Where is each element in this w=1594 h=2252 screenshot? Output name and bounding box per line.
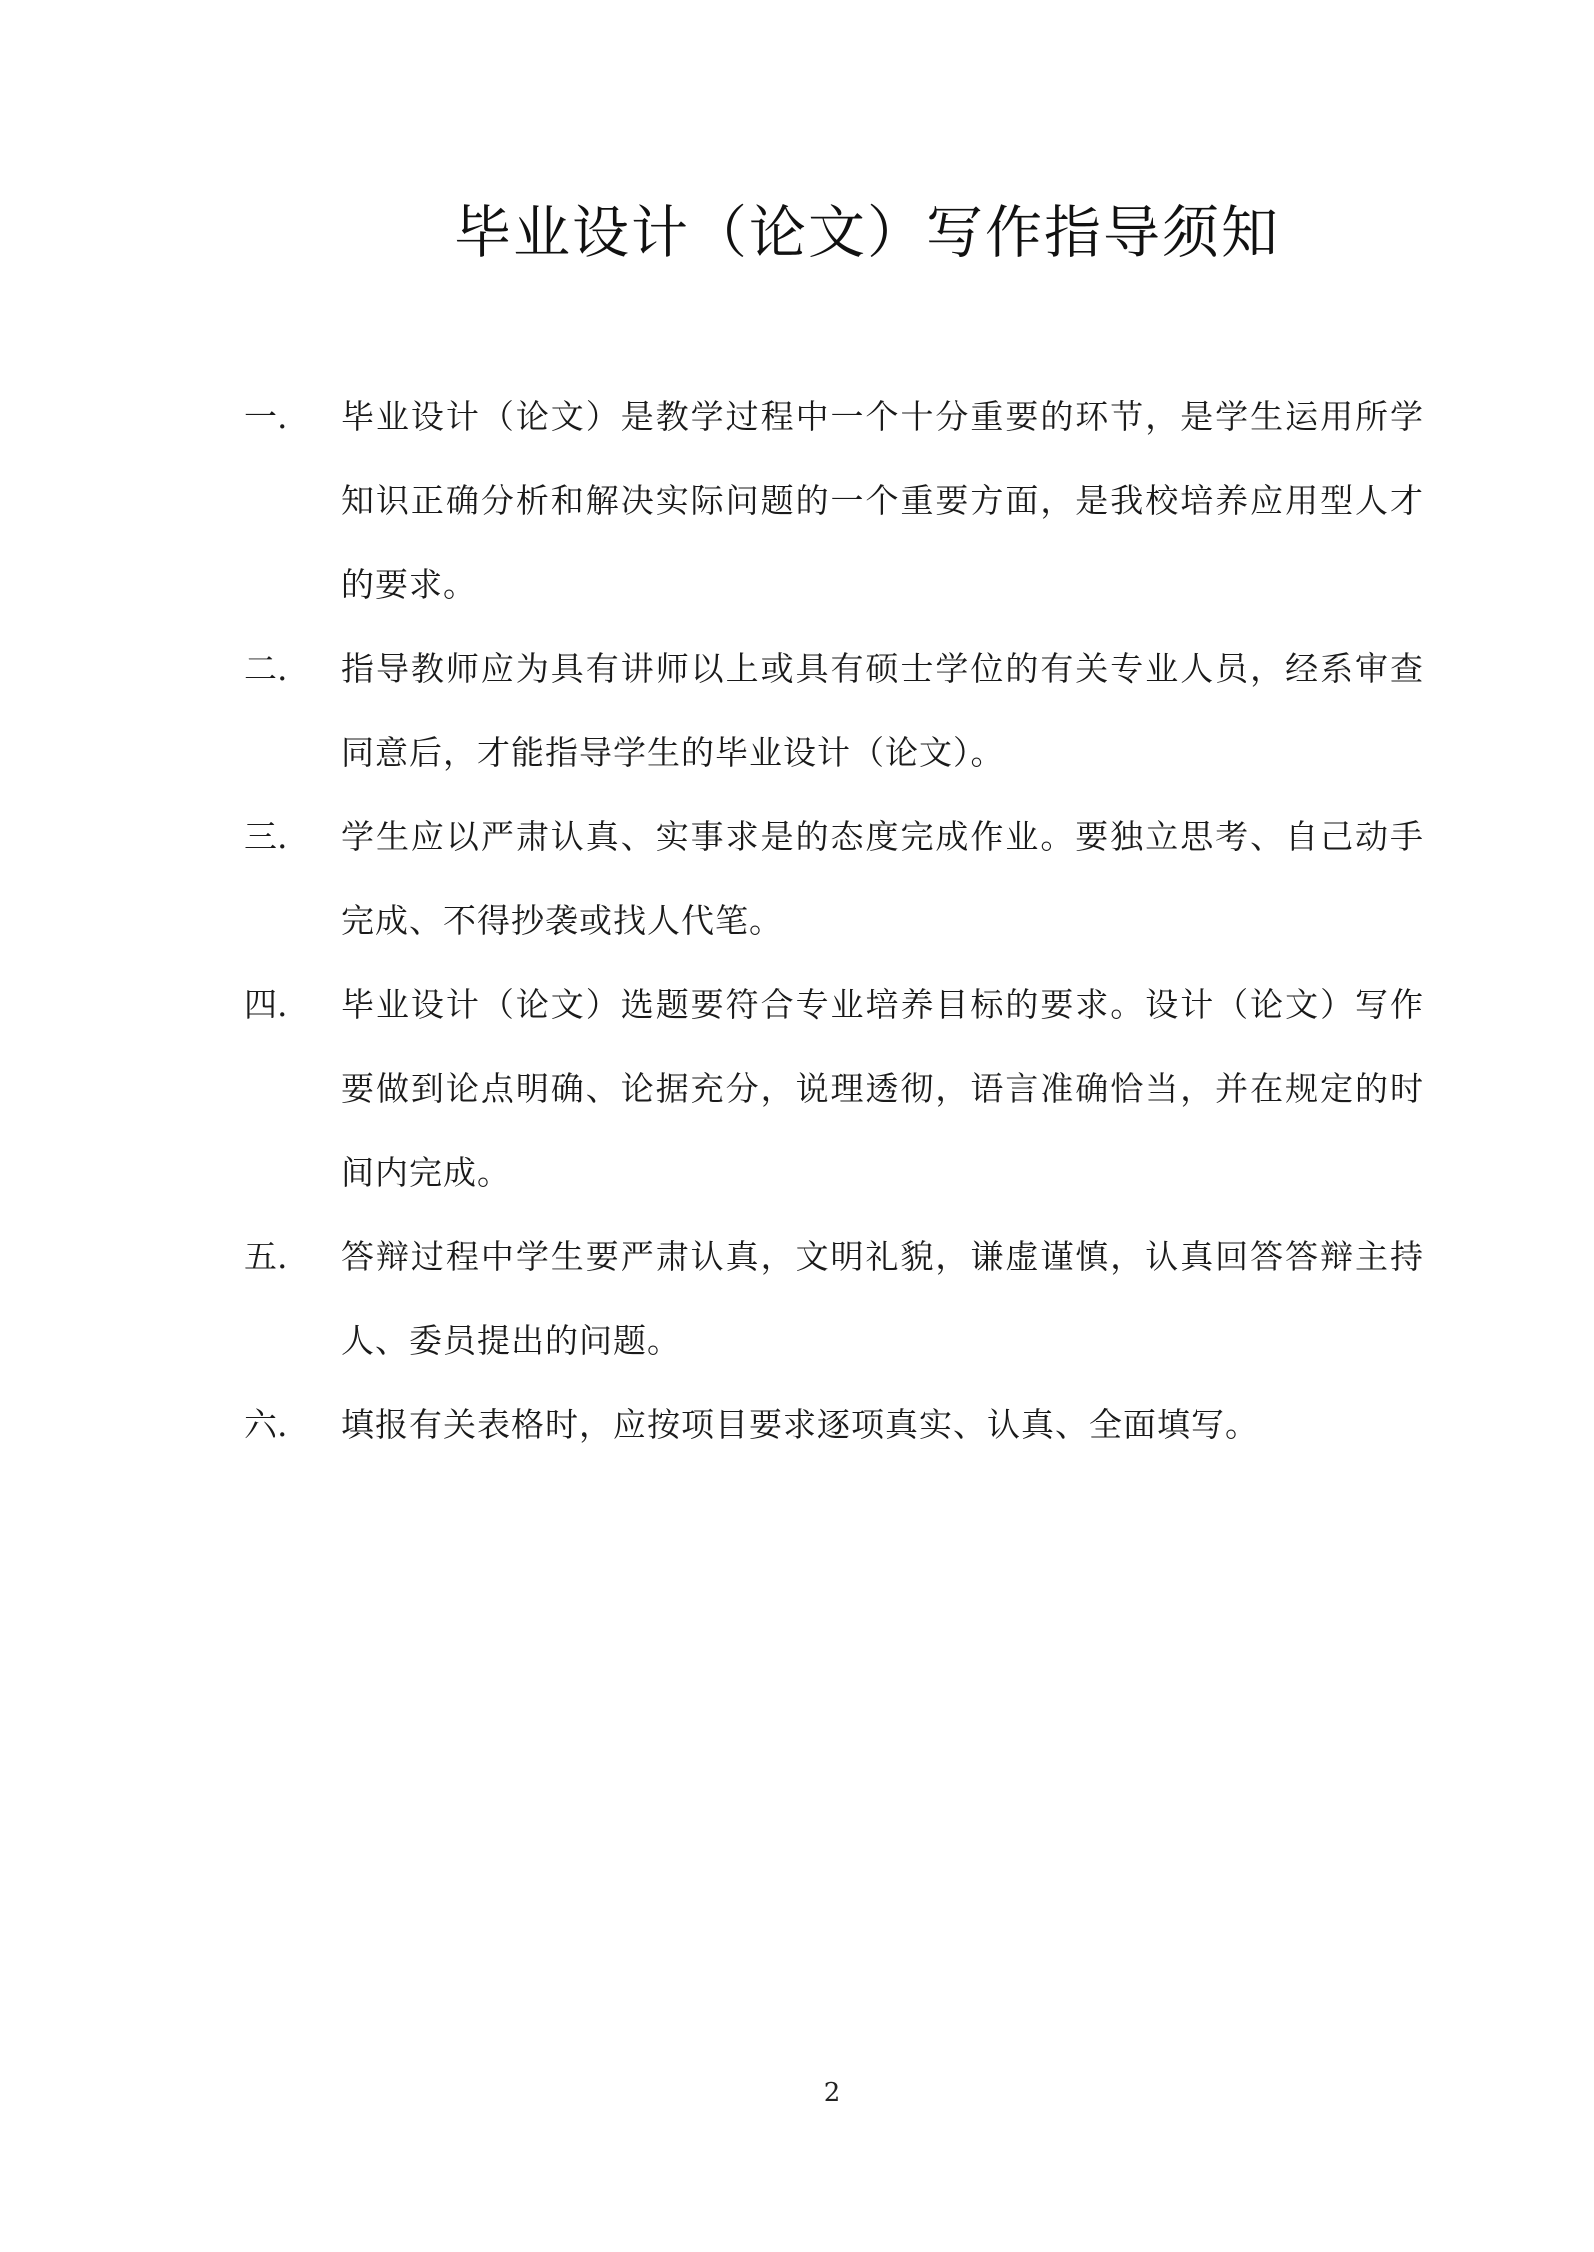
item-text: 答辩过程中学生要严肃认真，文明礼貌，谦虚谨慎，认真回答答辩主持人、委员提出的问题。 (341, 1237, 1424, 1360)
item-number: 四. (244, 985, 288, 1024)
list-item (244, 795, 1424, 963)
page-number: 2 (823, 2078, 841, 2108)
item-number: 一. (244, 397, 288, 436)
item-number: 五. (244, 1237, 288, 1276)
item-text: 毕业设计（论文）是教学过程中一个十分重要的环节，是学生运用所学知识正确分析和解决实际问题的一个重要方面，是我校培养应用型人才的要求。 (341, 397, 1424, 604)
item-number: 三. (244, 817, 288, 856)
item-text: 学生应以严肃认真、实事求是的态度完成作业。要独立思考、自己动手完成、不得抄袭或找人代笔。 (341, 817, 1424, 940)
item-text: 指导教师应为具有讲师以上或具有硕士学位的有关专业人员，经系审查同意后，才能指导学生的毕业设计（论文）。 (341, 649, 1424, 772)
list-item (244, 1383, 1424, 1467)
page-title: 毕业设计（论文）写作指导须知 (454, 200, 1280, 266)
item-text: 填报有关表格时，应按项目要求逐项真实、认真、全面填写。 (341, 1405, 1259, 1444)
guideline-list (244, 375, 1424, 1467)
list-item (244, 1215, 1424, 1383)
item-text: 毕业设计（论文）选题要符合专业培养目标的要求。设计（论文）写作要做到论点明确、论据充分，说理透彻，语言准确恰当，并在规定的时间内完成。 (341, 985, 1424, 1192)
list-item (244, 963, 1424, 1215)
item-number: 二. (244, 649, 288, 688)
item-number: 六. (244, 1405, 288, 1444)
list-item (244, 627, 1424, 795)
list-item (244, 375, 1424, 627)
